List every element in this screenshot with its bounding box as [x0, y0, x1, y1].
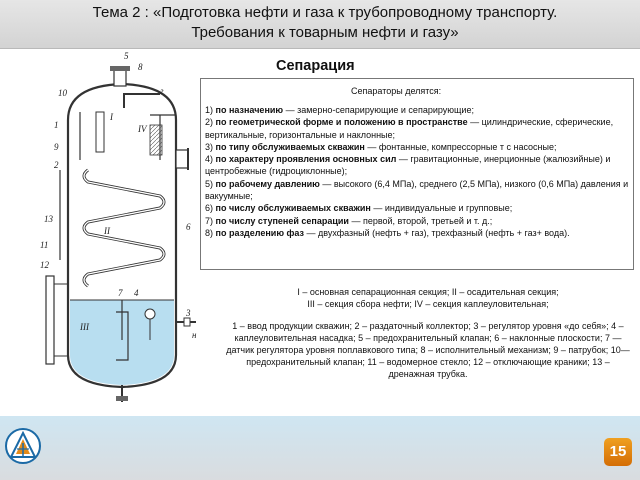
legend-sections: I – основная сепарационная секция; II – осадительная секция; III – секция сбора нефти; IV – секция каплеуловительная;: [297, 287, 559, 309]
label-12: 12: [40, 260, 49, 270]
label-10: 10: [58, 88, 67, 98]
list-item: 1) по назначению — замерно-сепарирующие и сепарирующие;: [205, 105, 474, 115]
section-III: III: [80, 322, 89, 332]
separator-diagram: [0, 50, 200, 416]
classification-intro: Сепараторы делятся:: [351, 86, 442, 96]
section-title: Сепарация: [276, 58, 355, 74]
slide-title: Тема 2 : «Подготовка нефти и газа к трубопроводному транспорту. Требования к товарным нефти и газу»: [92, 4, 558, 41]
section-IV: IV: [138, 124, 147, 134]
section-I: I: [110, 112, 113, 122]
label-1: 1: [54, 120, 59, 130]
label-7: 7: [118, 288, 123, 298]
list-item: 8) по разделению фаз — двухфазный (нефть + газ), трехфазный (нефть + газ+ вода).: [205, 227, 570, 238]
list-item: 6) по числу обслуживаемых скважин — индивидуальные и групповые;: [205, 203, 513, 214]
label-4: 4: [134, 288, 139, 298]
label-5: 5: [124, 51, 129, 61]
droplet-catcher-mesh: [150, 125, 162, 155]
page-number-badge: 15: [604, 438, 632, 466]
safety-valve-nozzle: [114, 70, 126, 86]
label-3: 3: [186, 308, 191, 318]
classification-list: [205, 104, 629, 239]
label-8: 8: [138, 62, 143, 72]
water-gauge-glass: [46, 276, 54, 364]
label-2: 2: [54, 160, 59, 170]
footer-band: [0, 416, 640, 480]
logo-icon: [4, 427, 42, 465]
slide-header: [0, 0, 640, 49]
list-item: 3) по типу обслуживаемых скважин — фонтанные, компрессорные т с насосные;: [205, 141, 557, 152]
inlet-nozzle: [176, 150, 188, 168]
outlet-oil-label: н: [192, 330, 197, 340]
list-item: 5) по рабочему давлению — высокого (6,4 МПа), среднего (2,5 МПа), низкого (0,6 МПа) давления и вакуумные;: [205, 178, 629, 202]
list-item: 2) по геометрической форме и положению в пространстве — цилиндрические, сферические, вертикальные, горизонтальные и наклонные;: [205, 117, 614, 140]
label-13: 13: [44, 214, 53, 224]
diagram-legend: [222, 286, 634, 380]
label-6: 6: [186, 222, 191, 232]
outlet-gas-label: г: [160, 86, 164, 96]
list-item: 7) по числу ступеней сепарации — первой, второй, третьей и т. д.;: [205, 215, 493, 226]
legend-components: 1 – ввод продукции скважин; 2 – раздаточный коллектор; 3 – регулятор уровня «до себя»; 4 – каплеуловительная насадка; 5 – предохранительный клапан; 6 – наклонные плоскости; 7 — датчик регулятора уровня поплавкового типа; 8 – исполнительный механизм; 9 – патрубок; 10— предохранительный клапан; 11 – водомерное стекло; 12 – отключающие краники; 13 – дренажная трубка.: [226, 321, 630, 379]
list-item: 4) по характеру проявления основных сил — гравитационные, инерционные (жалюзийные) и центробежные (гидроциклонные);: [205, 154, 611, 177]
label-9: 9: [54, 142, 59, 152]
section-II: II: [104, 226, 110, 236]
float-sensor: [145, 309, 155, 319]
label-11: 11: [40, 240, 49, 250]
classification-box: [200, 78, 634, 270]
